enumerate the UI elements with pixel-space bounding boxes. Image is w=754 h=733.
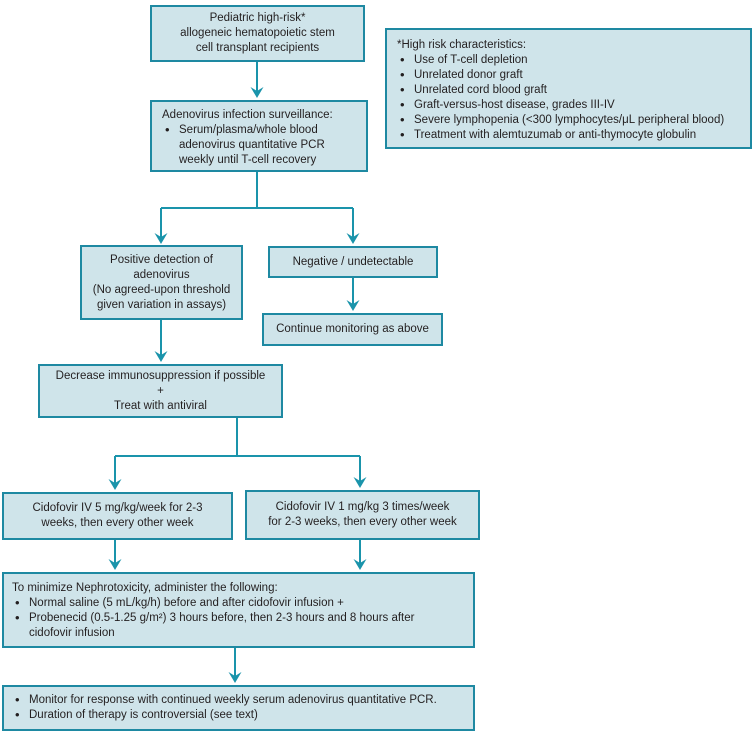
node-text-line: (No agreed-upon threshold bbox=[92, 283, 231, 296]
node-monitor-footer bbox=[2, 685, 475, 731]
high-risk-title: *High risk characteristics: bbox=[397, 39, 527, 51]
surveillance-title: Adenovirus infection surveillance: bbox=[162, 109, 333, 121]
high-risk-item: • Treatment with alemtuzumab or anti-thymocyte globulin bbox=[397, 128, 746, 143]
nephrotoxicity-item-line: cidofovir infusion bbox=[29, 627, 115, 639]
node-text-line: given variation in assays) bbox=[96, 298, 227, 311]
node-surveillance bbox=[150, 100, 368, 172]
node-positive-detection bbox=[80, 245, 243, 320]
nephrotoxicity-item bbox=[12, 611, 469, 641]
high-risk-list bbox=[397, 53, 746, 143]
footer-item: • Monitor for response with continued weekly serum adenovirus quantitative PCR. bbox=[12, 693, 469, 708]
high-risk-item: • Use of T-cell depletion bbox=[397, 53, 746, 68]
nephrotoxicity-item-line: • Probenecid (0.5-1.25 g/m²) 3 hours before, then 2-3 hours and 8 hours after bbox=[29, 612, 415, 624]
node-text-line: Positive detection of bbox=[110, 253, 213, 266]
node-text-line: weeks, then every other week bbox=[41, 517, 194, 529]
node-recipients bbox=[150, 5, 365, 62]
nephrotoxicity-title: To minimize Nephrotoxicity, administer the following: bbox=[12, 582, 278, 594]
node-text-line: allogeneic hematopoietic stem bbox=[180, 27, 335, 39]
connector-decrease-split bbox=[115, 418, 360, 484]
node-text-line: Cidofovir IV 1 mg/kg 3 times/week bbox=[275, 501, 450, 513]
surveillance-item: • Serum/plasma/whole blood adenovirus quantitative PCR weekly until T-cell recovery bbox=[162, 123, 362, 168]
node-cidofovir-weekly bbox=[2, 492, 233, 540]
footer-item: • Duration of therapy is controversial (see text) bbox=[12, 708, 469, 723]
footer-list bbox=[12, 693, 469, 723]
node-high-risk-characteristics bbox=[385, 28, 752, 149]
high-risk-item: • Unrelated cord blood graft bbox=[397, 83, 746, 98]
connector-surveillance-split bbox=[161, 172, 353, 238]
node-text-line: for 2-3 weeks, then every other week bbox=[268, 516, 457, 528]
node-text-line: Pediatric high-risk* bbox=[209, 12, 306, 24]
node-decrease-immunosuppression bbox=[38, 364, 283, 418]
high-risk-item: • Unrelated donor graft bbox=[397, 68, 746, 83]
high-risk-item: • Severe lymphopenia (<300 lymphocytes/μL peripheral blood) bbox=[397, 113, 746, 128]
nephrotoxicity-list bbox=[12, 596, 469, 641]
node-text-line: + bbox=[157, 384, 164, 397]
node-text-line: adenovirus bbox=[133, 268, 190, 281]
node-text-line: Treat with antiviral bbox=[114, 399, 207, 412]
node-cidofovir-3x-week bbox=[245, 490, 480, 540]
node-text-line: Negative / undetectable bbox=[292, 255, 414, 268]
node-text-line: cell transplant recipients bbox=[195, 42, 320, 54]
surveillance-list bbox=[162, 123, 362, 168]
node-continue-monitoring bbox=[262, 313, 443, 346]
node-text-line: Cidofovir IV 5 mg/kg/week for 2-3 bbox=[32, 502, 203, 514]
node-text-line: Continue monitoring as above bbox=[276, 323, 429, 335]
high-risk-item: • Graft-versus-host disease, grades III-IV bbox=[397, 98, 746, 113]
node-nephrotoxicity bbox=[2, 572, 475, 648]
node-text-line: Decrease immunosuppression if possible bbox=[55, 369, 266, 382]
nephrotoxicity-item: • Normal saline (5 mL/kg/h) before and after cidofovir infusion + bbox=[12, 596, 469, 611]
node-negative-undetectable bbox=[268, 246, 438, 278]
